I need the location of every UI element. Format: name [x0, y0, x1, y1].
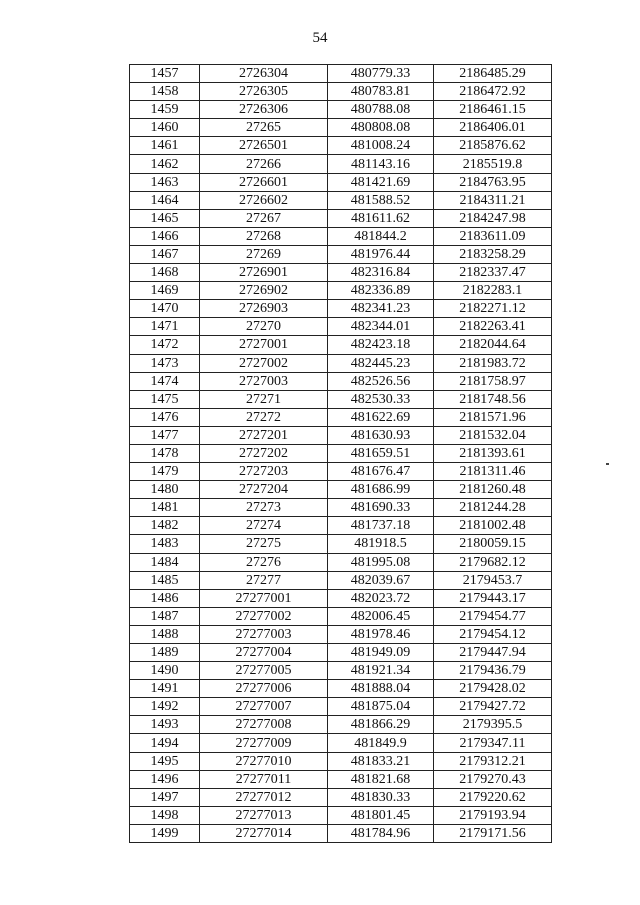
table-row: [130, 589, 552, 607]
point-id-cell: 27273: [200, 499, 328, 517]
row-number-cell: 1493: [130, 716, 200, 734]
x-coordinate-cell: 481588.52: [328, 191, 434, 209]
y-coordinate-cell: 2181260.48: [434, 481, 552, 499]
x-coordinate-cell: 481866.29: [328, 716, 434, 734]
point-id-cell: 2726602: [200, 191, 328, 209]
x-coordinate-cell: 481921.34: [328, 662, 434, 680]
x-coordinate-cell: 481978.46: [328, 625, 434, 643]
row-number-cell: 1479: [130, 463, 200, 481]
x-coordinate-cell: 482006.45: [328, 607, 434, 625]
y-coordinate-cell: 2184763.95: [434, 173, 552, 191]
row-number-cell: 1468: [130, 264, 200, 282]
y-coordinate-cell: 2181571.96: [434, 408, 552, 426]
row-number-cell: 1471: [130, 318, 200, 336]
row-number-cell: 1483: [130, 535, 200, 553]
x-coordinate-cell: 481737.18: [328, 517, 434, 535]
point-id-cell: 27277012: [200, 788, 328, 806]
table-row: [130, 662, 552, 680]
point-id-cell: 27277014: [200, 824, 328, 842]
table-row: [130, 101, 552, 119]
point-id-cell: 27277007: [200, 698, 328, 716]
row-number-cell: 1488: [130, 625, 200, 643]
point-id-cell: 2726306: [200, 101, 328, 119]
table-row: [130, 698, 552, 716]
row-number-cell: 1473: [130, 354, 200, 372]
x-coordinate-cell: 480783.81: [328, 83, 434, 101]
point-id-cell: 27277013: [200, 806, 328, 824]
y-coordinate-cell: 2185519.8: [434, 155, 552, 173]
y-coordinate-cell: 2183611.09: [434, 227, 552, 245]
x-coordinate-cell: 481622.69: [328, 408, 434, 426]
y-coordinate-cell: 2181983.72: [434, 354, 552, 372]
x-coordinate-cell: 482423.18: [328, 336, 434, 354]
x-coordinate-cell: 482316.84: [328, 264, 434, 282]
table-row: [130, 625, 552, 643]
y-coordinate-cell: 2179270.43: [434, 770, 552, 788]
point-id-cell: 27266: [200, 155, 328, 173]
row-number-cell: 1467: [130, 245, 200, 263]
table-row: [130, 553, 552, 571]
x-coordinate-cell: 481949.09: [328, 644, 434, 662]
row-number-cell: 1463: [130, 173, 200, 191]
x-coordinate-cell: 481690.33: [328, 499, 434, 517]
y-coordinate-cell: 2179312.21: [434, 752, 552, 770]
y-coordinate-cell: 2182337.47: [434, 264, 552, 282]
table-row: [130, 806, 552, 824]
table-row: [130, 517, 552, 535]
table-row: [130, 264, 552, 282]
y-coordinate-cell: 2182283.1: [434, 282, 552, 300]
y-coordinate-cell: 2179193.94: [434, 806, 552, 824]
table-row: [130, 209, 552, 227]
x-coordinate-cell: 481659.51: [328, 444, 434, 462]
x-coordinate-cell: 481676.47: [328, 463, 434, 481]
y-coordinate-cell: 2182271.12: [434, 300, 552, 318]
y-coordinate-cell: 2181748.56: [434, 390, 552, 408]
x-coordinate-cell: 481844.2: [328, 227, 434, 245]
y-coordinate-cell: 2186485.29: [434, 65, 552, 83]
point-id-cell: 2726901: [200, 264, 328, 282]
table-row: [130, 282, 552, 300]
table-row: [130, 119, 552, 137]
table-row: [130, 716, 552, 734]
point-id-cell: 27275: [200, 535, 328, 553]
point-id-cell: 27272: [200, 408, 328, 426]
row-number-cell: 1461: [130, 137, 200, 155]
y-coordinate-cell: 2179682.12: [434, 553, 552, 571]
row-number-cell: 1496: [130, 770, 200, 788]
x-coordinate-cell: 481888.04: [328, 680, 434, 698]
x-coordinate-cell: 481976.44: [328, 245, 434, 263]
table-row: [130, 300, 552, 318]
row-number-cell: 1498: [130, 806, 200, 824]
x-coordinate-cell: 481630.93: [328, 426, 434, 444]
table-row: [130, 137, 552, 155]
row-number-cell: 1457: [130, 65, 200, 83]
row-number-cell: 1476: [130, 408, 200, 426]
row-number-cell: 1474: [130, 372, 200, 390]
table-row: [130, 155, 552, 173]
table-row: [130, 426, 552, 444]
y-coordinate-cell: 2186406.01: [434, 119, 552, 137]
x-coordinate-cell: 482445.23: [328, 354, 434, 372]
row-number-cell: 1478: [130, 444, 200, 462]
table-row: [130, 499, 552, 517]
y-coordinate-cell: 2181532.04: [434, 426, 552, 444]
y-coordinate-cell: 2181311.46: [434, 463, 552, 481]
point-id-cell: 27277008: [200, 716, 328, 734]
row-number-cell: 1464: [130, 191, 200, 209]
y-coordinate-cell: 2185876.62: [434, 137, 552, 155]
y-coordinate-cell: 2179453.7: [434, 571, 552, 589]
table-row: [130, 336, 552, 354]
x-coordinate-cell: 481830.33: [328, 788, 434, 806]
row-number-cell: 1465: [130, 209, 200, 227]
row-number-cell: 1460: [130, 119, 200, 137]
y-coordinate-cell: 2184311.21: [434, 191, 552, 209]
point-id-cell: 27267: [200, 209, 328, 227]
x-coordinate-cell: 481686.99: [328, 481, 434, 499]
y-coordinate-cell: 2179171.56: [434, 824, 552, 842]
point-id-cell: 2726601: [200, 173, 328, 191]
point-id-cell: 27265: [200, 119, 328, 137]
row-number-cell: 1470: [130, 300, 200, 318]
table-row: [130, 245, 552, 263]
y-coordinate-cell: 2181758.97: [434, 372, 552, 390]
table-row: [130, 65, 552, 83]
point-id-cell: 27277010: [200, 752, 328, 770]
y-coordinate-cell: 2182044.64: [434, 336, 552, 354]
x-coordinate-cell: 481784.96: [328, 824, 434, 842]
table-row: [130, 83, 552, 101]
point-id-cell: 27276: [200, 553, 328, 571]
x-coordinate-cell: 482023.72: [328, 589, 434, 607]
table-row: [130, 824, 552, 842]
table-row: [130, 788, 552, 806]
row-number-cell: 1492: [130, 698, 200, 716]
x-coordinate-cell: 481008.24: [328, 137, 434, 155]
table-row: [130, 173, 552, 191]
point-id-cell: 2727001: [200, 336, 328, 354]
row-number-cell: 1477: [130, 426, 200, 444]
x-coordinate-cell: 480779.33: [328, 65, 434, 83]
table-row: [130, 644, 552, 662]
table-row: [130, 481, 552, 499]
table-row: [130, 444, 552, 462]
row-number-cell: 1486: [130, 589, 200, 607]
x-coordinate-cell: 481918.5: [328, 535, 434, 553]
x-coordinate-cell: 481801.45: [328, 806, 434, 824]
point-id-cell: 27277005: [200, 662, 328, 680]
y-coordinate-cell: 2179347.11: [434, 734, 552, 752]
row-number-cell: 1485: [130, 571, 200, 589]
row-number-cell: 1459: [130, 101, 200, 119]
y-coordinate-cell: 2181002.48: [434, 517, 552, 535]
row-number-cell: 1487: [130, 607, 200, 625]
table-row: [130, 571, 552, 589]
row-number-cell: 1466: [130, 227, 200, 245]
y-coordinate-cell: 2181244.28: [434, 499, 552, 517]
row-number-cell: 1495: [130, 752, 200, 770]
point-id-cell: 27268: [200, 227, 328, 245]
x-coordinate-cell: 481833.21: [328, 752, 434, 770]
table-row: [130, 734, 552, 752]
row-number-cell: 1499: [130, 824, 200, 842]
y-coordinate-cell: 2179220.62: [434, 788, 552, 806]
point-id-cell: 27269: [200, 245, 328, 263]
x-coordinate-cell: 482341.23: [328, 300, 434, 318]
table-row: [130, 227, 552, 245]
row-number-cell: 1490: [130, 662, 200, 680]
x-coordinate-cell: 481995.08: [328, 553, 434, 571]
point-id-cell: 2727203: [200, 463, 328, 481]
x-coordinate-cell: 481875.04: [328, 698, 434, 716]
row-number-cell: 1469: [130, 282, 200, 300]
point-id-cell: 2726902: [200, 282, 328, 300]
x-coordinate-cell: 481821.68: [328, 770, 434, 788]
y-coordinate-cell: 2186461.15: [434, 101, 552, 119]
x-coordinate-cell: 482526.56: [328, 372, 434, 390]
table-row: [130, 318, 552, 336]
y-coordinate-cell: 2179427.72: [434, 698, 552, 716]
coordinates-table-body: [130, 65, 552, 843]
y-coordinate-cell: 2179454.12: [434, 625, 552, 643]
x-coordinate-cell: 481849.9: [328, 734, 434, 752]
table-row: [130, 463, 552, 481]
row-number-cell: 1480: [130, 481, 200, 499]
table-row: [130, 354, 552, 372]
x-coordinate-cell: 481611.62: [328, 209, 434, 227]
row-number-cell: 1482: [130, 517, 200, 535]
table-row: [130, 390, 552, 408]
row-number-cell: 1494: [130, 734, 200, 752]
y-coordinate-cell: 2179454.77: [434, 607, 552, 625]
x-coordinate-cell: 482039.67: [328, 571, 434, 589]
row-number-cell: 1472: [130, 336, 200, 354]
y-coordinate-cell: 2186472.92: [434, 83, 552, 101]
x-coordinate-cell: 482344.01: [328, 318, 434, 336]
x-coordinate-cell: 482336.89: [328, 282, 434, 300]
point-id-cell: 2727204: [200, 481, 328, 499]
y-coordinate-cell: 2179395.5: [434, 716, 552, 734]
table-row: [130, 752, 552, 770]
page-number: 54: [312, 30, 328, 46]
point-id-cell: 27277004: [200, 644, 328, 662]
row-number-cell: 1458: [130, 83, 200, 101]
y-coordinate-cell: 2184247.98: [434, 209, 552, 227]
point-id-cell: 2726305: [200, 83, 328, 101]
point-id-cell: 27270: [200, 318, 328, 336]
y-coordinate-cell: 2179436.79: [434, 662, 552, 680]
row-number-cell: 1484: [130, 553, 200, 571]
row-number-cell: 1497: [130, 788, 200, 806]
x-coordinate-cell: 481421.69: [328, 173, 434, 191]
x-coordinate-cell: 480808.08: [328, 119, 434, 137]
table-row: [130, 372, 552, 390]
table-row: [130, 770, 552, 788]
point-id-cell: 2727003: [200, 372, 328, 390]
point-id-cell: 2727202: [200, 444, 328, 462]
point-id-cell: 27277: [200, 571, 328, 589]
point-id-cell: 27274: [200, 517, 328, 535]
y-coordinate-cell: 2179443.17: [434, 589, 552, 607]
x-coordinate-cell: 482530.33: [328, 390, 434, 408]
point-id-cell: 27277001: [200, 589, 328, 607]
y-coordinate-cell: 2181393.61: [434, 444, 552, 462]
table-row: [130, 535, 552, 553]
row-number-cell: 1462: [130, 155, 200, 173]
table-row: [130, 680, 552, 698]
point-id-cell: 27277011: [200, 770, 328, 788]
point-id-cell: 27271: [200, 390, 328, 408]
row-number-cell: 1489: [130, 644, 200, 662]
point-id-cell: 2726903: [200, 300, 328, 318]
point-id-cell: 27277009: [200, 734, 328, 752]
y-coordinate-cell: 2180059.15: [434, 535, 552, 553]
point-id-cell: 27277002: [200, 607, 328, 625]
point-id-cell: 2727201: [200, 426, 328, 444]
row-number-cell: 1491: [130, 680, 200, 698]
row-number-cell: 1475: [130, 390, 200, 408]
x-coordinate-cell: 481143.16: [328, 155, 434, 173]
y-coordinate-cell: 2179428.02: [434, 680, 552, 698]
x-coordinate-cell: 480788.08: [328, 101, 434, 119]
table-row: [130, 408, 552, 426]
scan-speck: [606, 463, 609, 465]
row-number-cell: 1481: [130, 499, 200, 517]
y-coordinate-cell: 2182263.41: [434, 318, 552, 336]
y-coordinate-cell: 2179447.94: [434, 644, 552, 662]
point-id-cell: 2726501: [200, 137, 328, 155]
point-id-cell: 27277006: [200, 680, 328, 698]
coordinates-table: [129, 64, 552, 843]
table-row: [130, 607, 552, 625]
point-id-cell: 2726304: [200, 65, 328, 83]
table-row: [130, 191, 552, 209]
point-id-cell: 2727002: [200, 354, 328, 372]
y-coordinate-cell: 2183258.29: [434, 245, 552, 263]
point-id-cell: 27277003: [200, 625, 328, 643]
